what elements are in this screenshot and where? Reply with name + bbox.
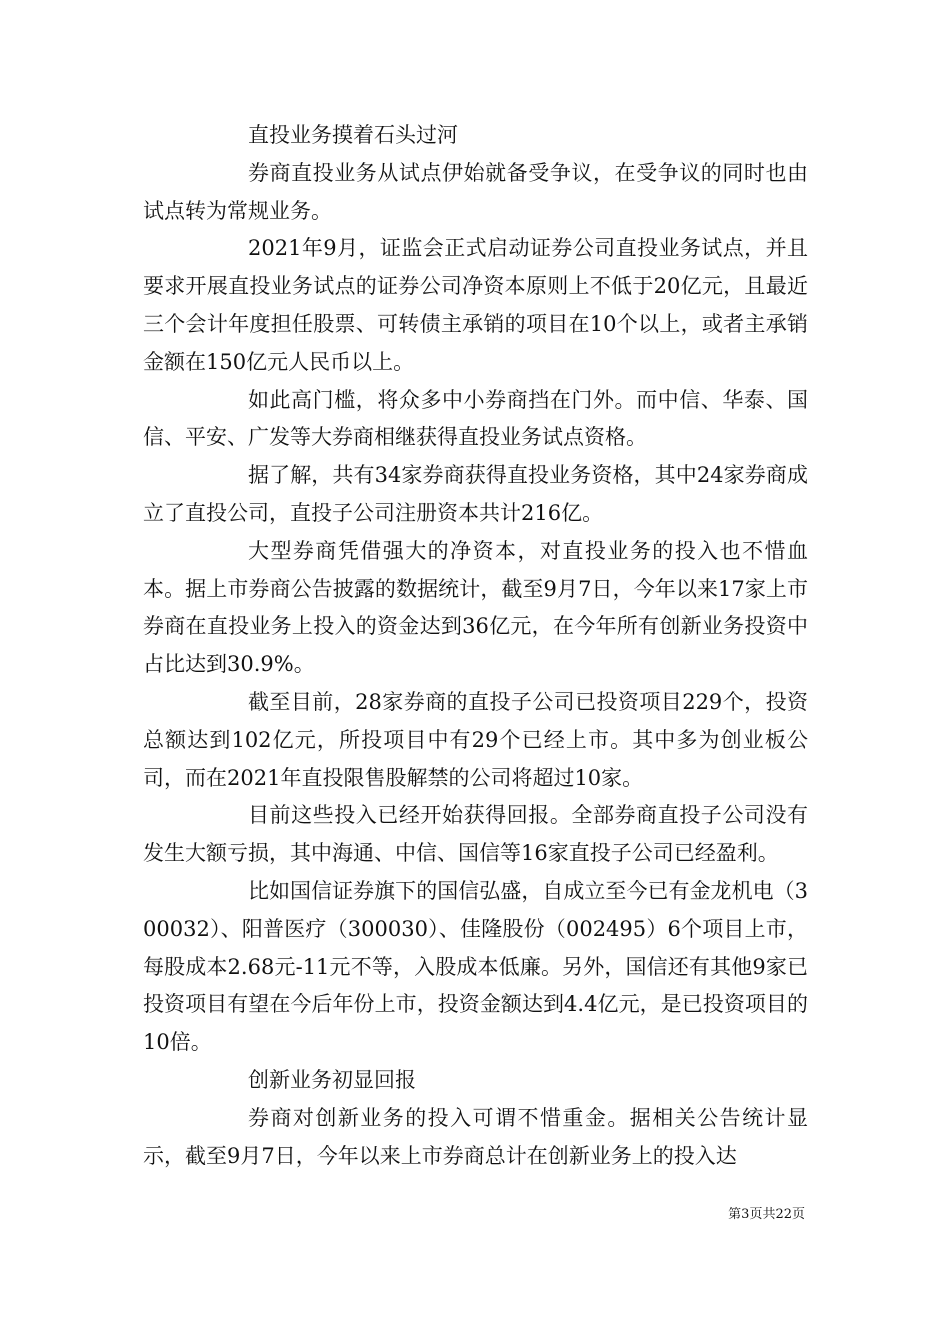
page-number: 第3页共22页 [728,1207,805,1222]
paragraph: 目前这些投入已经开始获得回报。全部券商直投子公司没有发生大额亏损，其中海通、中信、国信等16家直投子公司已经盈利。 [143,803,808,866]
paragraph: 如此高门槛，将众多中小券商挡在门外。而中信、华泰、国信、平安、广发等大券商相继获得直投业务试点资格。 [143,387,808,450]
paragraph: 2021年9月，证监会正式启动证券公司直投业务试点，并且要求开展直投业务试点的证券公司净资本原则上不低于20亿元，且最近三个会计年度担任股票、可转债主承销的项目在10个以上，或者主承销金额在150亿元人民币以上。 [143,236,808,374]
paragraph: 截至目前，28家券商的直投子公司已投资项目229个，投资总额达到102亿元，所投项目中有29个已经上市。其中多为创业板公司，而在2021年直投限售股解禁的公司将超过10家。 [143,689,808,790]
paragraph: 券商对创新业务的投入可谓不惜重金。据相关公告统计显示，截至9月7日，今年以来上市券商总计在创新业务上的投入达 [143,1105,808,1168]
paragraph: 比如国信证券旗下的国信弘盛，自成立至今已有金龙机电（300032）、阳普医疗（300030）、佳隆股份（002495）6个项目上市，每股成本2.68元-11元不等，入股成本低廉。另外，国信还有其他9家已投资项目有望在今后年份上市，投资金额达到4.4亿元，是已投资项目的10倍。 [143,878,808,1055]
paragraph: 券商直投业务从试点伊始就备受争议，在受争议的同时也由试点转为常规业务。 [143,160,808,223]
paragraph: 据了解，共有34家券商获得直投业务资格，其中24家券商成立了直投公司，直投子公司注册资本共计216亿。 [143,463,808,525]
paragraph: 大型券商凭借强大的净资本，对直投业务的投入也不惜血本。据上市券商公告披露的数据统计，截至9月7日，今年以来17家上市券商在直投业务上投入的资金达到36亿元，在今年所有创新业务投资中占比达到30.9%。 [143,538,808,677]
document-body [143,117,808,1175]
section-heading: 直投业务摸着石头过河 [248,123,458,147]
section-heading: 创新业务初显回报 [248,1067,416,1092]
